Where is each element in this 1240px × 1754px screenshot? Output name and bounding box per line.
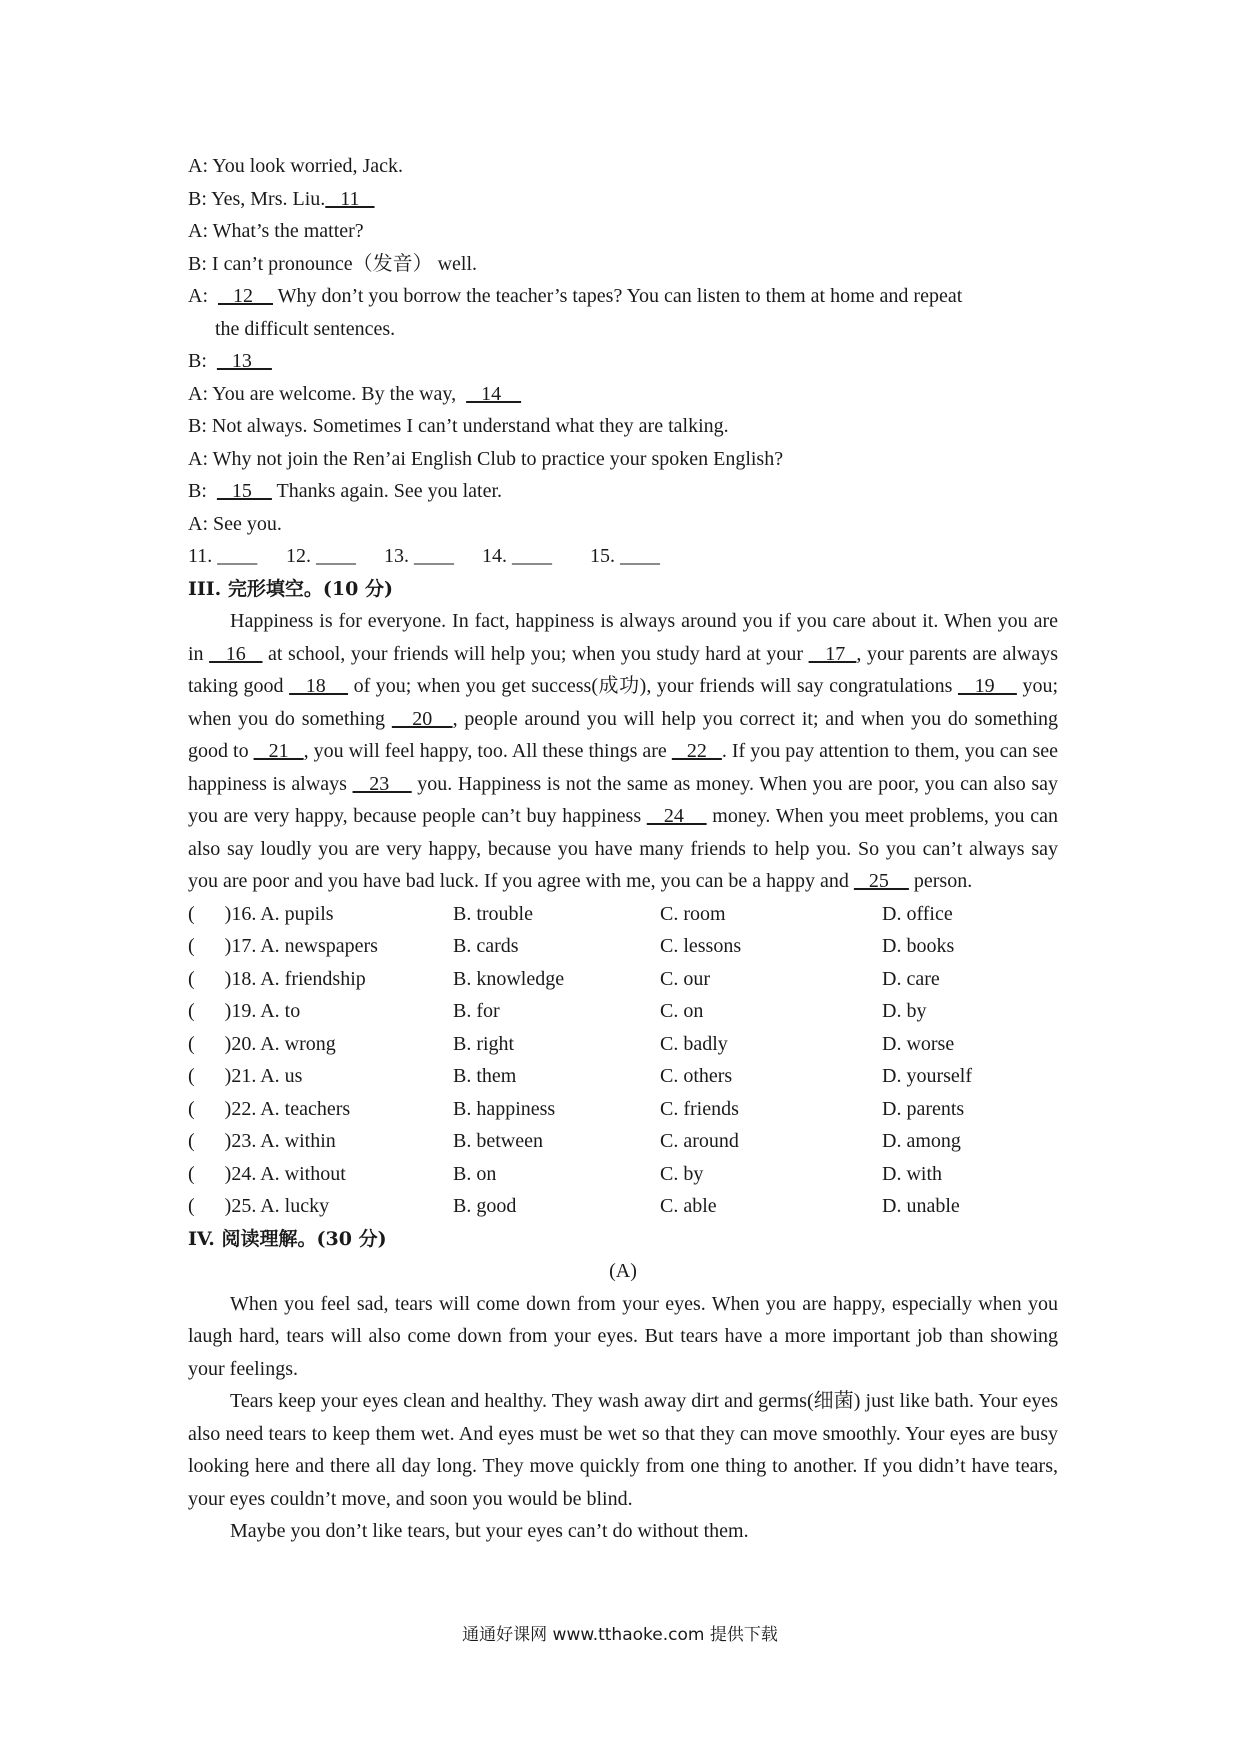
option-b[interactable]: B. on — [453, 1162, 497, 1185]
dialogue-text: Yes, Mrs. Liu. — [206, 187, 326, 210]
option-c[interactable]: C. room — [660, 902, 726, 925]
answer-blank[interactable]: 13. ____ — [384, 545, 454, 567]
speaker-label: A: — [188, 447, 208, 470]
question-option-a[interactable]: ( )23. A. within — [188, 1130, 336, 1152]
option-row — [188, 898, 1058, 931]
question-option-a[interactable]: ( )19. A. to — [188, 1000, 301, 1022]
dialogue — [188, 150, 1058, 540]
cloze-blank[interactable]: 25 — [853, 870, 909, 892]
cloze-blank[interactable]: 24 — [646, 805, 707, 827]
passage-text: Happiness is for everyone. In fact, happiness is always around you if you care about it. When you are in — [188, 610, 1058, 665]
option-b[interactable]: B. happiness — [453, 1097, 556, 1120]
option-c[interactable]: C. lessons — [660, 935, 742, 957]
cloze-blank[interactable]: 17 — [808, 642, 857, 665]
question-option-a[interactable]: ( )21. A. us — [188, 1065, 303, 1087]
dialogue-line — [188, 345, 1058, 378]
dialogue-text — [207, 350, 217, 372]
option-row — [188, 1190, 1058, 1223]
option-b[interactable]: B. trouble — [453, 902, 533, 925]
option-row — [188, 1028, 1058, 1061]
option-d[interactable]: D. unable — [882, 1195, 960, 1217]
passage-text: , people around you will help you correct it; and when you do something good to — [188, 707, 1058, 762]
question-option-a[interactable]: ( )25. A. lucky — [188, 1195, 330, 1217]
option-c[interactable]: C. by — [660, 1162, 704, 1185]
cloze-passage — [188, 605, 1058, 898]
dialogue-text: Why not join the Ren’ai English Club to practice your spoken English? — [208, 447, 784, 470]
question-option-a[interactable]: ( )18. A. friendship — [188, 967, 366, 990]
speaker-label: A: — [188, 285, 208, 307]
dialogue-line — [188, 508, 1058, 541]
cloze-blank[interactable]: 23 — [352, 772, 412, 795]
option-b[interactable]: B. good — [453, 1195, 517, 1217]
dialogue-line — [188, 313, 1058, 346]
cloze-blank[interactable]: 20 — [391, 707, 453, 730]
dialogue-text: I can’t pronounce（发音） well. — [206, 252, 478, 275]
option-row — [188, 963, 1058, 996]
speaker-label: B: — [188, 480, 207, 502]
speaker-label: B: — [188, 415, 207, 437]
option-c[interactable]: C. badly — [660, 1032, 728, 1055]
dialogue-text: the difficult sentences. — [215, 317, 396, 340]
option-row — [188, 1093, 1058, 1126]
option-b[interactable]: B. right — [453, 1032, 515, 1055]
dialogue-line — [188, 215, 1058, 248]
reading-paragraph: Maybe you don’t like tears, but your eyes can’t do without them. — [230, 1520, 749, 1542]
speaker-label: B: — [188, 350, 207, 372]
part-label: (A) — [609, 1260, 637, 1282]
option-d[interactable]: D. parents — [882, 1097, 965, 1120]
blank-13[interactable]: 13 — [216, 350, 272, 372]
reading-paragraph: Tears keep your eyes clean and healthy. They wash away dirt and germs(细菌) just like bath. Your eyes also need tears to keep them wet. And eyes must be wet so that they can move smoothly. Your eyes are busy looking here and there all day long. They move quickly from one thing to another. If you didn’t have tears, your eyes couldn’t move, and soon you would be blind. — [188, 1390, 1058, 1510]
passage-text: you; when you do something — [188, 675, 1059, 730]
answer-blanks-row — [188, 540, 1058, 573]
question-option-a[interactable]: ( )22. A. teachers — [188, 1097, 351, 1120]
dialogue-text: Why don’t you borrow the teacher’s tapes? You can listen to them at home and repeat — [273, 285, 963, 307]
passage-text: . If you pay attention to them, you can see happiness is always — [188, 740, 1059, 795]
reading-paragraph: When you feel sad, tears will come down from your eyes. When you are happy, especially when you laugh hard, tears will also come down from your eyes. But tears have a more important job than showing your feelings. — [188, 1292, 1058, 1380]
blank-12[interactable]: 12 — [218, 285, 273, 307]
speaker-label: B: — [188, 187, 207, 210]
question-option-a[interactable]: ( )20. A. wrong — [188, 1032, 336, 1055]
dialogue-line — [188, 443, 1058, 476]
section-title: IV. 阅读理解。(30 分) — [188, 1227, 387, 1250]
option-d[interactable]: D. care — [882, 967, 940, 990]
dialogue-text: Not always. Sometimes I can’t understand what they are talking. — [206, 415, 729, 437]
question-option-a[interactable]: ( )17. A. newspapers — [188, 935, 378, 957]
option-row — [188, 930, 1058, 963]
speaker-label: B: — [188, 252, 207, 275]
speaker-label: A: — [188, 155, 208, 177]
cloze-blank[interactable]: 16 — [209, 642, 263, 665]
option-b[interactable]: B. them — [453, 1065, 517, 1087]
dialogue-text — [207, 480, 217, 502]
option-d[interactable]: D. worse — [882, 1032, 955, 1055]
passage-text: of you; when you get success(成功), your friends will say congratulations — [348, 675, 958, 697]
dialogue-line — [188, 248, 1058, 281]
option-d[interactable]: D. by — [882, 1000, 927, 1022]
dialogue-line — [188, 183, 1058, 216]
options-table — [188, 898, 1058, 1223]
option-c[interactable]: C. around — [660, 1130, 739, 1152]
dialogue-text: Thanks again. See you later. — [271, 480, 503, 502]
dialogue-text — [208, 285, 218, 307]
cloze-blank[interactable]: 19 — [957, 675, 1017, 697]
blank-11[interactable]: 11 — [325, 187, 375, 210]
question-option-a[interactable]: ( )16. A. pupils — [188, 902, 334, 925]
cloze-blank[interactable]: 22 — [671, 740, 722, 762]
dialogue-text: What’s the matter? — [208, 220, 364, 242]
cloze-blank[interactable]: 21 — [253, 740, 304, 762]
dialogue-text: You are welcome. By the way, — [208, 382, 467, 405]
option-d[interactable]: D. books — [882, 935, 955, 957]
passage-text: money. When you meet problems, you can also say loudly you are very happy, because you have many friends to help you. So you can’t always say you are poor and you have bad luck. If you agree with me, you can be a happy and — [188, 805, 1058, 892]
option-c[interactable]: C. able — [660, 1195, 717, 1217]
passage-text: person. — [908, 870, 973, 892]
passage-text: , your parents are always taking good — [188, 642, 1059, 697]
option-row — [188, 1158, 1058, 1191]
speaker-label: A: — [188, 220, 208, 242]
dialogue-line — [188, 280, 1058, 313]
blank-14[interactable]: 14 — [466, 382, 522, 405]
dialogue-line — [188, 378, 1058, 411]
blank-15[interactable]: 15 — [216, 480, 272, 502]
dialogue-text: You look worried, Jack. — [208, 155, 403, 177]
passage-text: at school, your friends will help you; when you study hard at your — [262, 642, 809, 665]
option-b[interactable]: B. between — [453, 1130, 543, 1152]
option-b[interactable]: B. for — [453, 1000, 500, 1022]
option-c[interactable]: C. friends — [660, 1097, 739, 1120]
option-b[interactable]: B. cards — [453, 935, 519, 957]
cloze-blank[interactable]: 18 — [289, 675, 349, 697]
dialogue-line — [188, 150, 1058, 183]
option-c[interactable]: C. on — [660, 1000, 704, 1022]
option-d[interactable]: D. with — [882, 1162, 942, 1185]
option-row — [188, 1060, 1058, 1093]
option-c[interactable]: C. others — [660, 1065, 733, 1087]
section-title: III. 完形填空。(10 分) — [188, 577, 393, 600]
answer-blank[interactable]: 14. ____ — [482, 545, 552, 567]
answer-blank[interactable]: 15. ____ — [590, 545, 660, 567]
option-row — [188, 995, 1058, 1028]
option-c[interactable]: C. our — [660, 967, 710, 990]
footer-source: 通通好课网 www.tthaoke.com 提供下载 — [462, 1625, 778, 1645]
passage-text: you. Happiness is not the same as money. When you are poor, you can also say you are very happy, because people can’t buy happiness — [188, 772, 1058, 827]
dialogue-line — [188, 410, 1058, 443]
option-b[interactable]: B. knowledge — [453, 967, 565, 990]
option-d[interactable]: D. among — [882, 1130, 961, 1152]
answer-blank[interactable]: 12. ____ — [286, 545, 356, 567]
option-row — [188, 1125, 1058, 1158]
speaker-label: A: — [188, 382, 208, 405]
answer-blank[interactable]: 11. ____ — [188, 545, 258, 567]
exam-page — [188, 150, 1058, 1548]
question-option-a[interactable]: ( )24. A. without — [188, 1162, 346, 1185]
dialogue-text: See you. — [208, 512, 282, 535]
passage-text: , you will feel happy, too. All these things are — [303, 740, 672, 762]
option-d[interactable]: D. office — [882, 902, 953, 925]
dialogue-line — [188, 475, 1058, 508]
option-d[interactable]: D. yourself — [882, 1065, 972, 1087]
speaker-label: A: — [188, 512, 208, 535]
